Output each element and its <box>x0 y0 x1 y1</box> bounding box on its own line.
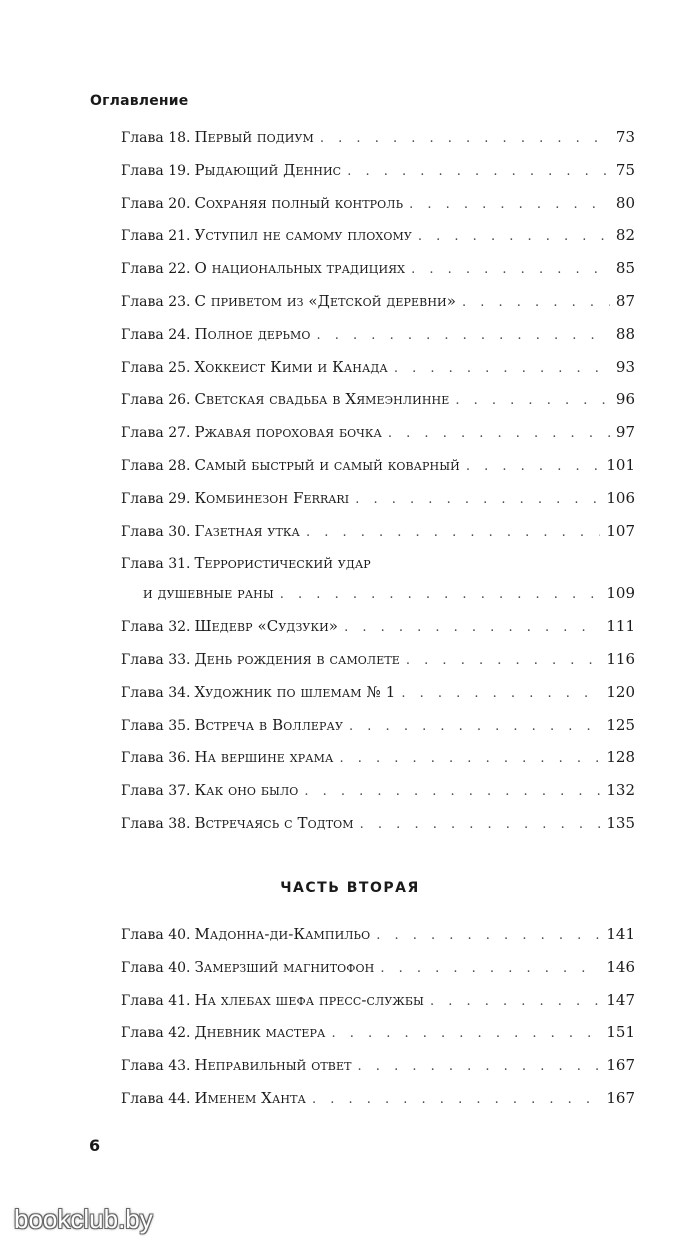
toc-entry <box>121 390 635 423</box>
dot-leader <box>430 994 600 1009</box>
chapter-label: Глава 40. <box>121 959 191 976</box>
chapter-title: О национальных традициях <box>194 259 406 278</box>
chapter-title: Террористический удар <box>194 554 371 573</box>
chapter-title: Газетная утка <box>194 521 300 540</box>
chapter-title: Художник по шлемам № 1 <box>194 682 396 701</box>
toc-entry <box>121 161 635 194</box>
part-heading: ЧАСТЬ ВТОРАЯ <box>280 880 420 896</box>
chapter-label: Глава 19. <box>121 162 191 179</box>
chapter-label: Глава 32. <box>121 619 191 636</box>
page-ref: 135 <box>606 813 635 832</box>
chapter-label: Глава 29. <box>121 490 191 507</box>
page-ref: 75 <box>615 160 635 179</box>
chapter-title-continued: и душевные раны <box>143 584 274 603</box>
page-number: 6 <box>89 1136 101 1155</box>
chapter-title: Самый быстрый и самый коварный <box>194 455 460 474</box>
toc-entry <box>121 781 635 814</box>
chapter-title: Встреча в Воллерау <box>194 715 344 734</box>
chapter-label: Глава 43. <box>121 1058 191 1075</box>
chapter-label: Глава 25. <box>121 359 191 376</box>
chapter-title: Хоккеист Кими и Канада <box>194 357 388 376</box>
toc-entry <box>121 489 635 522</box>
chapter-label: Глава 33. <box>121 651 191 668</box>
chapter-title: Шедевр «Судзуки» <box>194 617 339 636</box>
page-ref: 85 <box>615 259 635 278</box>
chapter-title: Замерзший магнитофон <box>194 957 375 976</box>
running-head: Оглавление <box>90 93 189 109</box>
page-ref: 106 <box>606 488 635 507</box>
toc-list-part1 <box>121 128 635 847</box>
toc-entry <box>121 292 635 325</box>
chapter-label: Глава 36. <box>121 750 191 767</box>
chapter-title: С приветом из «Детской деревни» <box>194 291 456 310</box>
dot-leader <box>455 393 610 408</box>
toc-entry <box>121 423 635 456</box>
page-ref: 146 <box>606 957 635 976</box>
chapter-label: Глава 23. <box>121 293 191 310</box>
chapter-title: На хлебах шефа пресс-службы <box>194 990 424 1009</box>
page-ref: 151 <box>606 1023 635 1042</box>
dot-leader <box>358 1059 601 1074</box>
chapter-title: Комбинезон Ferrari <box>194 488 350 507</box>
dot-leader <box>380 961 600 976</box>
chapter-title: Мадонна-ди-Кампильо <box>194 925 371 943</box>
chapter-title: Ржавая пороховая бочка <box>194 423 382 442</box>
page-ref: 107 <box>606 521 635 540</box>
dot-leader <box>355 492 600 507</box>
page-ref: 111 <box>606 617 635 636</box>
chapter-label: Глава 27. <box>121 425 191 442</box>
toc-entry <box>121 194 635 227</box>
chapter-label: Глава 26. <box>121 392 191 409</box>
page-ref: 125 <box>606 715 635 734</box>
chapter-title: Неправильный ответ <box>194 1056 352 1075</box>
dot-leader <box>462 295 610 310</box>
page-ref: 116 <box>606 649 635 668</box>
chapter-title: На вершине храма <box>194 748 334 767</box>
chapter-title: Именем Ханта <box>194 1088 306 1107</box>
chapter-label: Глава 28. <box>121 457 191 474</box>
dot-leader <box>411 262 610 277</box>
chapter-title: Встречаясь с Тодтом <box>194 813 354 832</box>
dot-leader <box>349 719 600 734</box>
chapter-title: Светская свадьба в Хямеэнлинне <box>194 390 450 409</box>
chapter-label: Глава 41. <box>121 992 191 1009</box>
dot-leader <box>317 328 610 343</box>
chapter-label: Глава 18. <box>121 130 191 146</box>
dot-leader <box>388 426 610 441</box>
dot-leader <box>339 751 600 766</box>
page-ref: 73 <box>615 128 635 146</box>
dot-leader <box>418 229 610 244</box>
dot-leader <box>312 1092 600 1107</box>
page-ref: 141 <box>606 925 635 943</box>
toc-entry <box>121 1023 635 1056</box>
dot-leader <box>331 1026 600 1041</box>
dot-leader <box>394 361 610 376</box>
dot-leader <box>280 587 601 602</box>
chapter-label: Глава 24. <box>121 326 191 343</box>
toc-entry <box>121 456 635 489</box>
page-ref: 80 <box>615 193 635 212</box>
toc-entry-line <box>121 584 635 617</box>
chapter-label: Глава 35. <box>121 717 191 734</box>
page-ref: 101 <box>606 455 635 474</box>
toc-entry <box>121 617 635 650</box>
toc-entry <box>121 522 635 555</box>
toc-entry <box>121 991 635 1024</box>
chapter-label: Глава 21. <box>121 228 191 245</box>
toc-entry <box>121 683 635 716</box>
chapter-label: Глава 30. <box>121 523 191 540</box>
dot-leader <box>409 197 610 212</box>
page-ref: 128 <box>606 748 635 767</box>
chapter-label: Глава 22. <box>121 261 191 278</box>
toc-entry <box>121 358 635 391</box>
page-ref: 167 <box>606 1056 635 1075</box>
page-ref: 82 <box>615 226 635 245</box>
toc-entry <box>121 925 635 958</box>
toc-entry <box>121 1089 635 1122</box>
page-ref: 109 <box>606 584 635 603</box>
page-ref: 93 <box>615 357 635 376</box>
dot-leader <box>360 817 601 832</box>
toc-entry <box>121 748 635 781</box>
chapter-label: Глава 37. <box>121 783 191 800</box>
page-ref: 88 <box>615 324 635 343</box>
toc-entry <box>121 814 635 847</box>
dot-leader <box>320 131 610 146</box>
page-ref: 132 <box>606 781 635 800</box>
chapter-title: День рождения в самолете <box>194 649 400 668</box>
dot-leader <box>401 686 600 701</box>
toc-entry <box>121 958 635 991</box>
toc-entry <box>121 650 635 683</box>
chapter-label: Глава 44. <box>121 1090 191 1107</box>
toc-entry <box>121 554 635 617</box>
dot-leader <box>466 459 600 474</box>
page-ref: 96 <box>615 390 635 409</box>
page-ref: 120 <box>606 682 635 701</box>
chapter-label: Глава 42. <box>121 1025 191 1042</box>
chapter-label: Глава 31. <box>121 556 191 573</box>
toc-entry <box>121 128 635 161</box>
chapter-title: Дневник мастера <box>194 1023 326 1042</box>
dot-leader <box>347 164 610 179</box>
chapter-title: Первый подиум <box>194 128 314 146</box>
toc-entry <box>121 226 635 259</box>
chapter-label: Глава 38. <box>121 815 191 832</box>
toc-entry-line <box>121 554 635 584</box>
dot-leader <box>304 784 600 799</box>
chapter-title: Полное дерьмо <box>194 324 311 343</box>
page-ref: 167 <box>606 1088 635 1107</box>
page-ref: 97 <box>615 423 635 442</box>
chapter-title: Уступил не самому плохому <box>194 226 412 245</box>
toc-entry <box>121 325 635 358</box>
chapter-label: Глава 34. <box>121 684 191 701</box>
chapter-title: Сохраняя полный контроль <box>194 193 404 212</box>
page-ref: 147 <box>606 990 635 1009</box>
toc-entry <box>121 1056 635 1089</box>
chapter-title: Как оно было <box>194 781 299 800</box>
chapter-title: Рыдающий Деннис <box>194 160 342 179</box>
toc-entry <box>121 259 635 292</box>
dot-leader <box>344 620 600 635</box>
toc-list-part2 <box>121 925 635 1122</box>
watermark: bookclub.by <box>14 1204 153 1234</box>
dot-leader <box>376 928 600 943</box>
chapter-label: Глава 40. <box>121 927 191 943</box>
dot-leader <box>306 525 600 540</box>
chapter-label: Глава 20. <box>121 195 191 212</box>
dot-leader <box>406 653 600 668</box>
page-ref: 87 <box>615 291 635 310</box>
toc-entry <box>121 716 635 749</box>
